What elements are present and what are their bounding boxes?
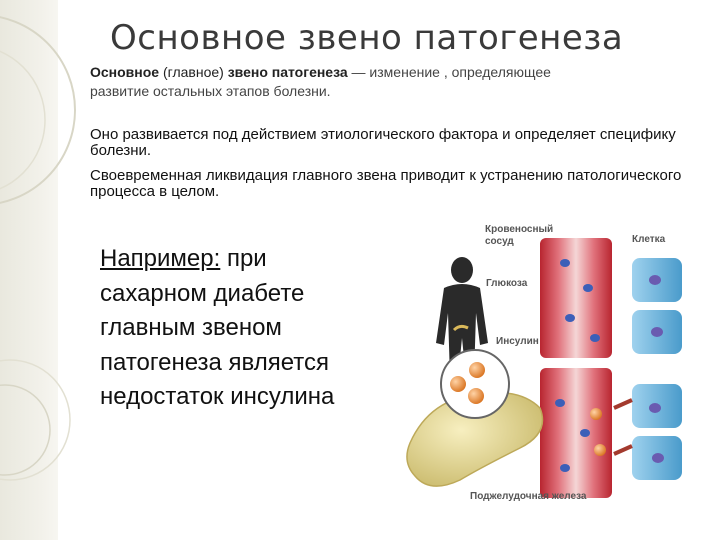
cell-icon [632,258,682,480]
label-insulin: Инсулин [496,336,539,347]
example-text [100,242,360,415]
definition-term-plain: (главное) [159,64,228,80]
paragraph-1: Оно развивается под действием этиологического фактора и определяет специфику болезни. [90,126,676,159]
definition-dash-text: — изменение , определяющее [347,64,551,80]
definition-term-bold-2: звено патогенеза [227,64,348,80]
paragraph-2: Своевременная ликвидация главного звена приводит к устранению патологического процесса в целом. [90,167,682,200]
label-blood-vessel: Кровеносный сосуд [485,224,554,247]
label-glucose: Глюкоза [486,278,528,289]
definition-text [90,63,700,101]
example-rest: при сахарном диабете главным звеном патогенеза является недостаток инсулина [100,245,335,410]
diabetes-figure [400,218,700,518]
definition-line-2: развитие остальных этапов болезни. [90,83,331,99]
figure-illustration [400,218,700,518]
blood-vessel-icon [540,238,612,358]
label-cell: Клетка [632,234,666,245]
label-pancreas: Поджелудочная железа [470,491,587,502]
example-lead: Например: [100,245,221,272]
slide-title: Основное звено патогенеза [110,18,624,58]
definition-term-bold: Основное [90,64,160,80]
